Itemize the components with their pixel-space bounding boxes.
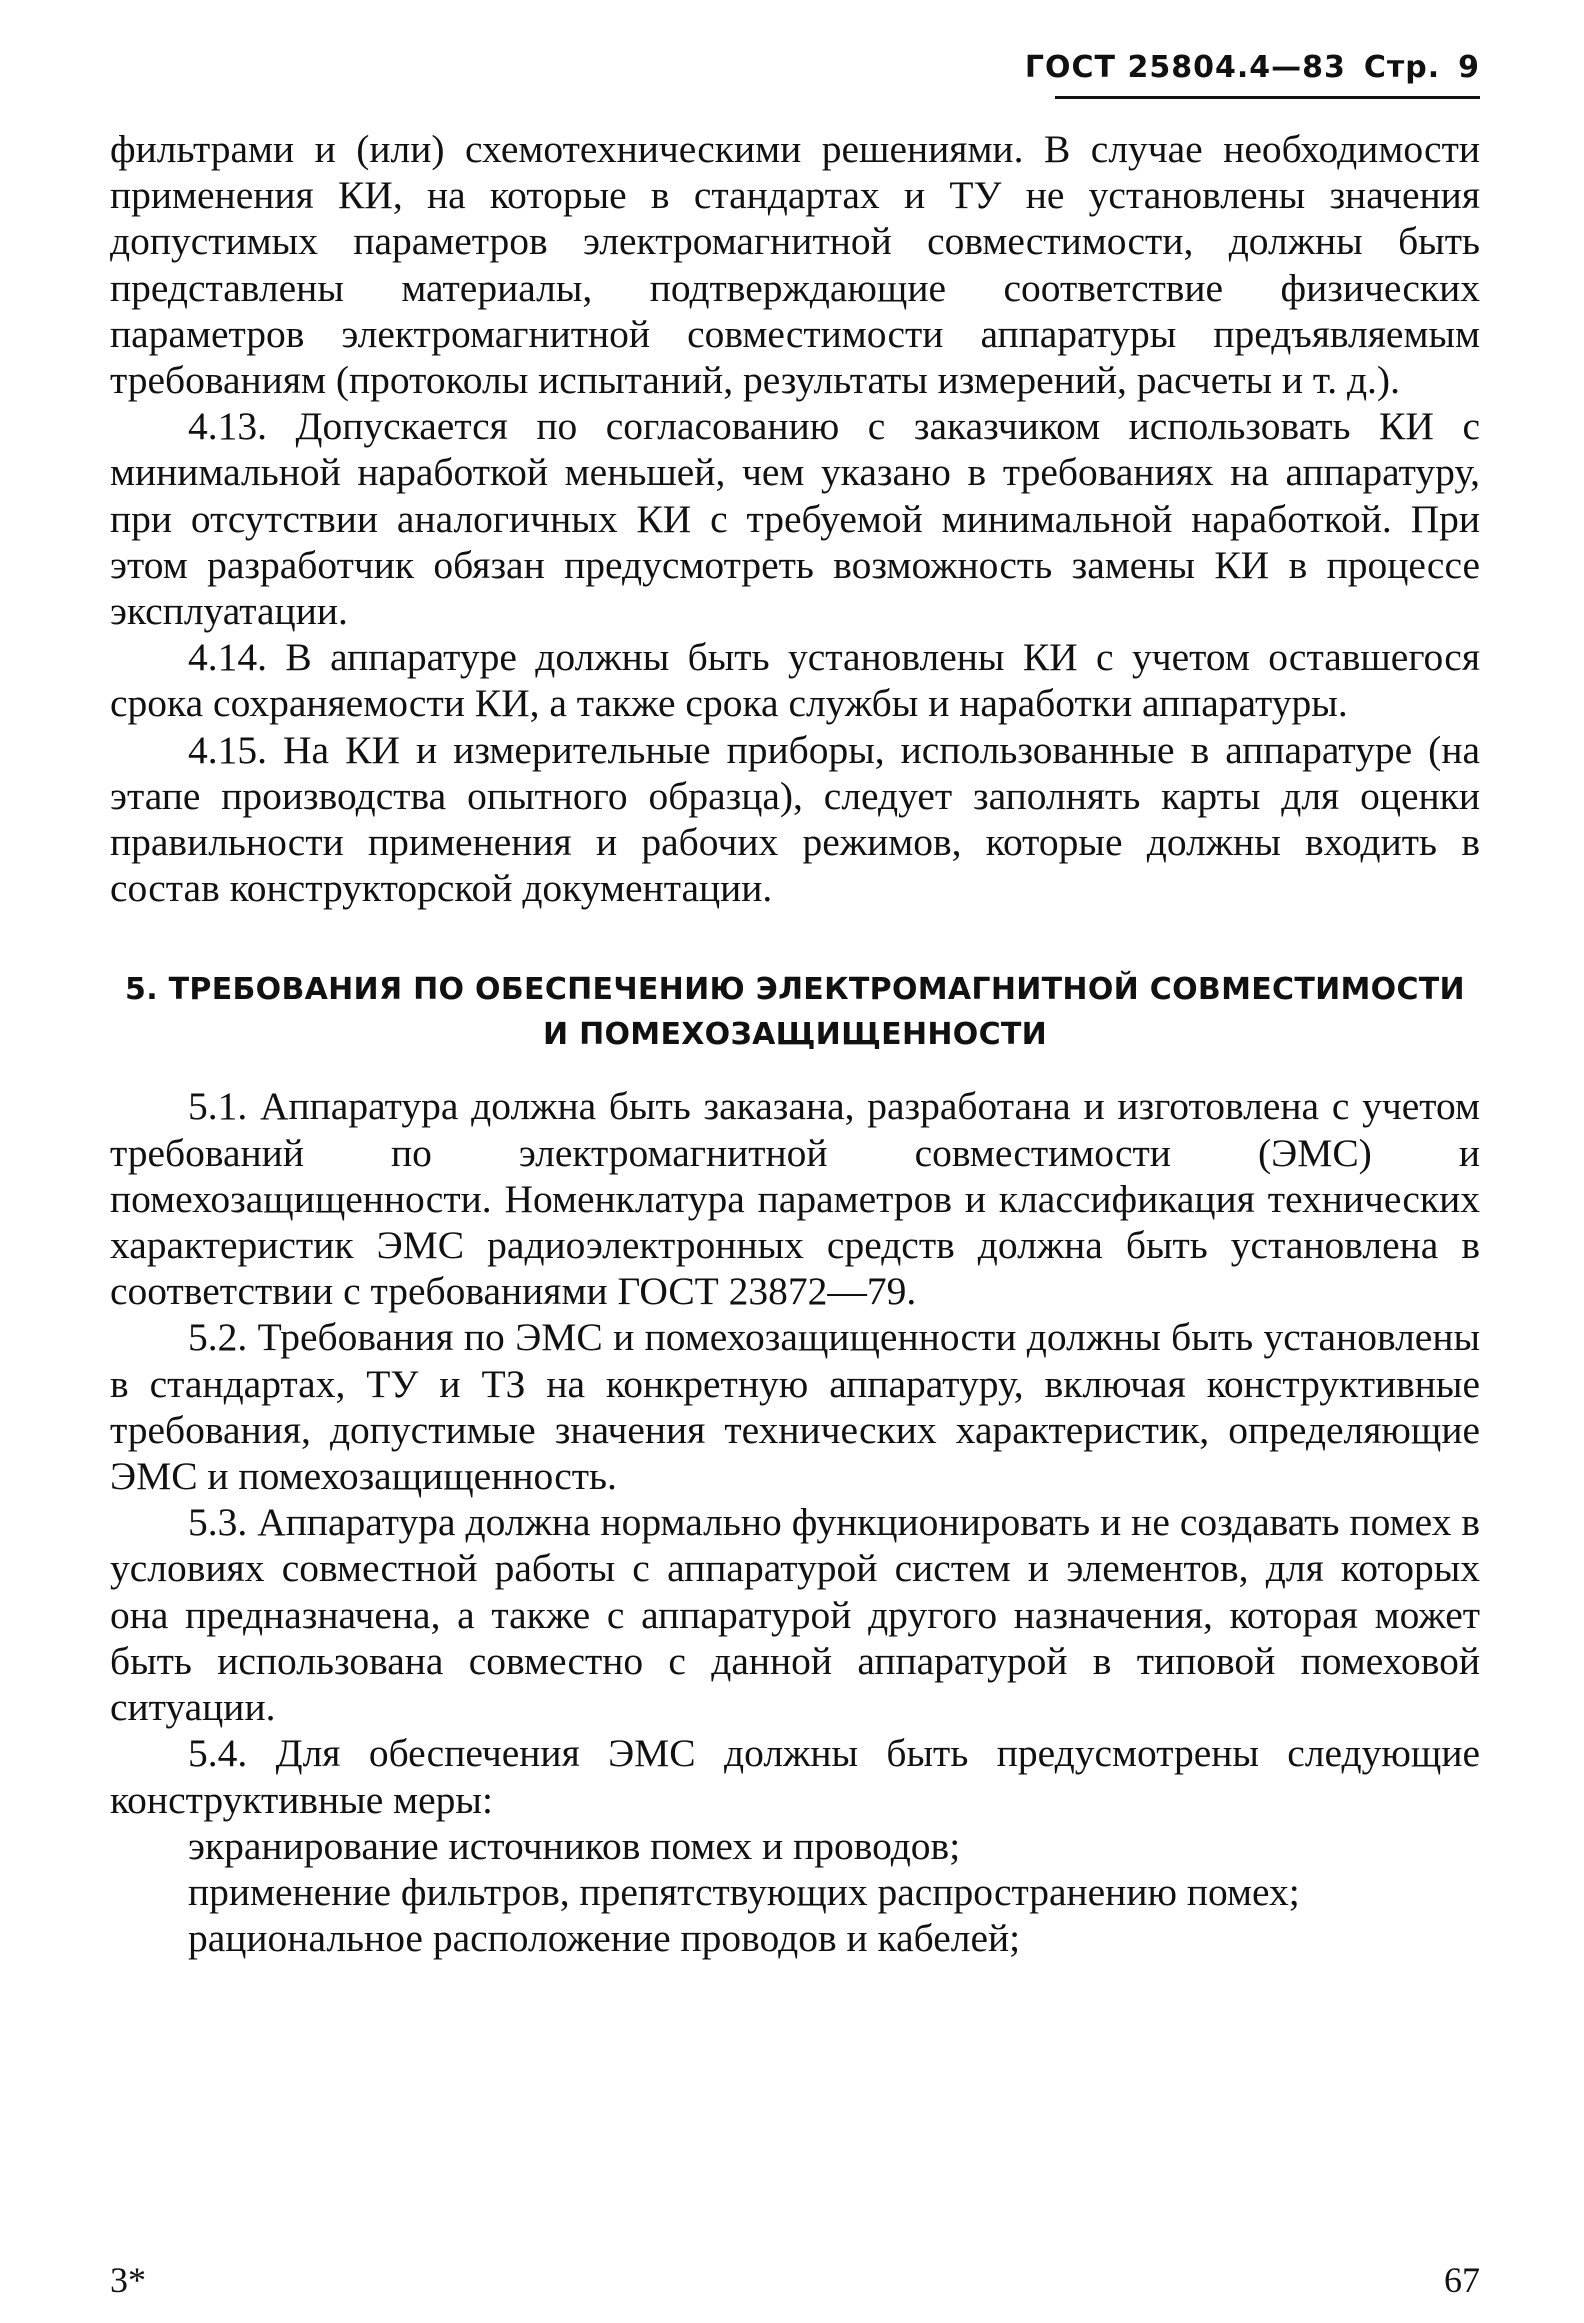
paragraph-4-13: 4.13. Допускается по согласованию с заказчиком использовать КИ с минимальной наработкой меньшей, чем указано в требованиях на аппаратуру, при отсутствии аналогичных КИ с требуемой минимальной наработкой. При этом разработчик обязан предусмотреть возможность замены КИ в процессе эксплуатации. (110, 404, 1480, 634)
section-5-heading (110, 967, 1480, 1057)
paragraph-5-3: 5.3. Аппаратура должна нормально функционировать и не создавать помех в условиях совместной работы с аппаратурой систем и элементов, для которых она предназначена, а также с аппаратурой другого назначения, которая может быть использована совместно с данной аппаратурой в типовой помеховой ситуации. (110, 1500, 1480, 1730)
list-item-shielding: экранирование источников помех и проводов; (188, 1823, 961, 1868)
paragraph-5-1: 5.1. Аппаратура должна быть заказана, разработана и изготовлена с учетом требований по электромагнитной совместимости (ЭМС) и помехозащищенности. Номенклатура параметров и классификация технических характеристик ЭМС радиоэлектронных средств должна быть установлена в соответствии с требованиями ГОСТ 23872—79. (110, 1084, 1480, 1314)
footer-page-number: 67 (1444, 2260, 1480, 2300)
header-rule (1055, 96, 1480, 99)
paragraph-5-4: 5.4. Для обеспечения ЭМС должны быть предусмотрены следующие конструктивные меры: (110, 1731, 1480, 1822)
running-header (1025, 50, 1480, 85)
section-5-heading-line-1: 5. ТРЕБОВАНИЯ ПО ОБЕСПЕЧЕНИЮ ЭЛЕКТРОМАГНИТНОЙ СОВМЕСТИМОСТИ (125, 972, 1465, 1008)
body-text (110, 126, 1480, 1961)
list-item-cable-layout: рациональное расположение проводов и кабелей; (188, 1916, 1021, 1961)
page-label: Стр. (1363, 50, 1441, 85)
signature-mark: 3* (110, 2260, 146, 2300)
standard-number: ГОСТ 25804.4—83 (1024, 50, 1346, 85)
header-page-number: 9 (1458, 50, 1480, 85)
paragraph-continued: фильтрами и (или) схемотехническими решениями. В случае необходимости применения КИ, на которые в стандартах и ТУ не установлены значения допустимых параметров электромагнитной совместимости, должны быть представлены материалы, подтверждающие соответствие физических параметров электромагнитной совместимости аппаратуры предъявляемым требованиям (протоколы испытаний, результаты измерений, расчеты и т. д.). (110, 127, 1480, 403)
list-item-filters: применение фильтров, препятствующих распространению помех; (188, 1869, 1300, 1914)
paragraph-4-14: 4.14. В аппаратуре должны быть установлены КИ с учетом оставшегося срока сохраняемости КИ, а также срока службы и наработки аппаратуры. (110, 635, 1480, 726)
paragraph-4-15: 4.15. На КИ и измерительные приборы, использованные в аппаратуре (на этапе производства опытного образца), следует заполнять карты для оценки правильности применения и рабочих режимов, которые должны входить в состав конструкторской документации. (110, 727, 1480, 911)
section-5-heading-line-2: И ПОМЕХОЗАЩИЩЕННОСТИ (542, 1017, 1048, 1053)
document-page (110, 40, 1480, 2300)
paragraph-5-2: 5.2. Требования по ЭМС и помехозащищенности должны быть установлены в стандартах, ТУ и ТЗ на конкретную аппаратуру, включая конструктивные требования, допустимые значения технических характеристик, определяющие ЭМС и помехозащищенность. (110, 1315, 1480, 1499)
